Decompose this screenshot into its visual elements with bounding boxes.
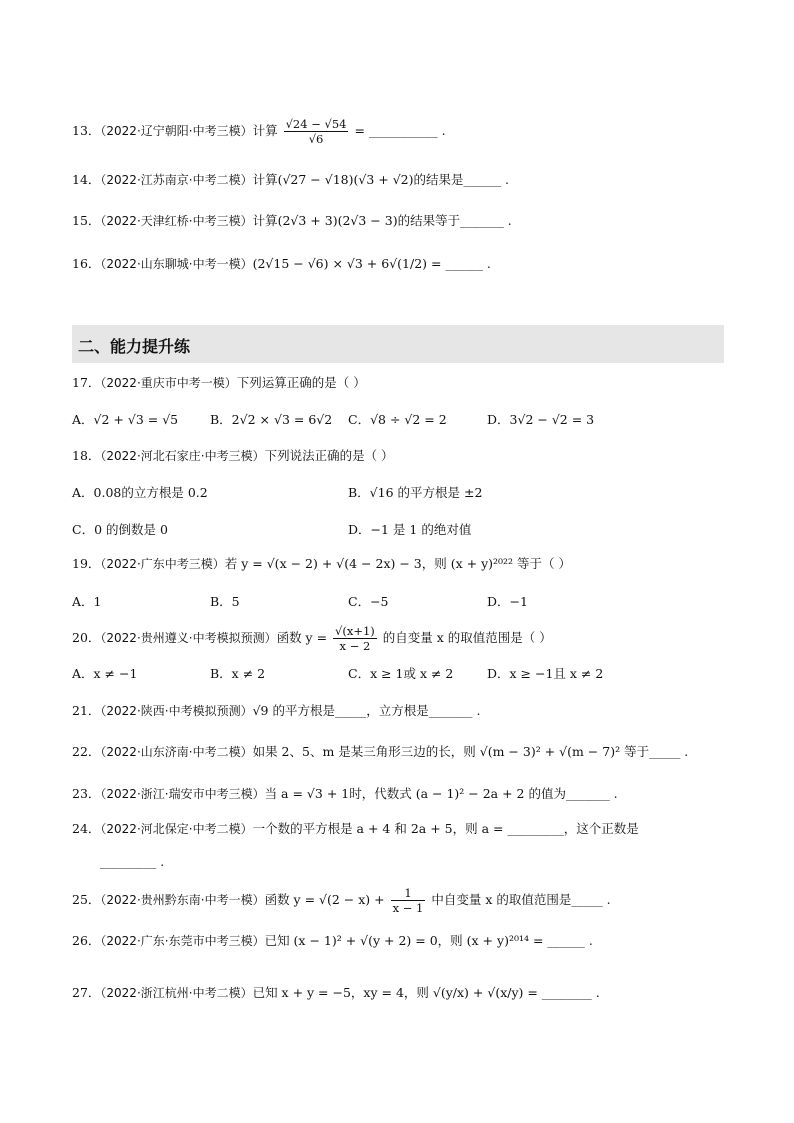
q21-number: 21． bbox=[72, 703, 101, 718]
q20-text-post: 的自变量 x 的取值范围是（ ） bbox=[382, 630, 552, 645]
q27-source: （2022·浙江杭州·中考二模） bbox=[100, 986, 253, 1000]
question-25 bbox=[72, 886, 611, 915]
question-24 bbox=[72, 820, 639, 838]
q17-option-a: A．√2 + √3 = √5 bbox=[72, 412, 179, 427]
question-22 bbox=[72, 743, 688, 761]
q16-text: (2√15 − √6) × √3 + 6√(1/2) = ______ . bbox=[252, 256, 491, 271]
q19-number: 19． bbox=[72, 556, 101, 571]
q13-fraction bbox=[284, 117, 349, 146]
q16-number: 16． bbox=[72, 256, 101, 271]
q13-denominator: √6 bbox=[308, 132, 324, 146]
q24-text: 一个数的平方根是 a + 4 和 2a + 5，则 a = _________，这个正数是 bbox=[252, 821, 639, 836]
q19-source: （2022·广东中考三模） bbox=[100, 557, 225, 571]
q23-source: （2022·浙江·瑞安市中考三模） bbox=[100, 787, 265, 801]
q18-source: （2022·河北石家庄·中考三模） bbox=[100, 449, 265, 463]
q17-number: 17． bbox=[72, 375, 101, 390]
q24-number: 24． bbox=[72, 821, 101, 836]
q17-option-c: C．√8 ÷ √2 = 2 bbox=[348, 412, 447, 427]
question-14 bbox=[72, 171, 509, 189]
q23-text: 当 a = √3 + 1时，代数式 (a − 1)² − 2a + 2 的值为_______ . bbox=[264, 786, 618, 801]
q22-text: 如果 2、5、m 是某三角形三边的长，则 √(m − 3)² + √(m − 7)² 等于_____ . bbox=[252, 744, 689, 759]
q26-source: （2022·广东·东莞市中考三模） bbox=[100, 934, 265, 948]
q26-text: 已知 (x − 1)² + √(y + 2) = 0，则 (x + y)²⁰¹⁴ = ______ . bbox=[264, 933, 593, 948]
q25-fraction bbox=[391, 886, 426, 915]
q20-fraction bbox=[333, 624, 377, 653]
q15-text: 计算(2√3 + 3)(2√3 − 3)的结果等于_______ . bbox=[252, 213, 512, 228]
q18-number: 18． bbox=[72, 448, 101, 463]
q20-option-c: C．x ≥ 1或 x ≠ 2 bbox=[348, 666, 454, 681]
q17-text: 下列运算正确的是（ ） bbox=[236, 375, 366, 390]
question-13 bbox=[72, 117, 446, 146]
q25-text-pre: 函数 y = √(2 − x) + bbox=[264, 892, 385, 907]
q20-source: （2022·贵州遵义·中考模拟预测） bbox=[100, 631, 277, 645]
question-20 bbox=[72, 624, 552, 653]
q24-continuation: _________ . bbox=[100, 854, 165, 869]
q22-source: （2022·山东济南·中考二模） bbox=[100, 745, 253, 759]
q17-source: （2022·重庆市中考一模） bbox=[100, 376, 237, 390]
q20-denominator: x − 2 bbox=[339, 639, 371, 653]
question-23 bbox=[72, 785, 618, 803]
q22-number: 22． bbox=[72, 744, 101, 759]
q23-number: 23． bbox=[72, 786, 101, 801]
q21-source: （2022·陕西·中考模拟预测） bbox=[100, 704, 253, 718]
q20-text-pre: 函数 y = bbox=[276, 630, 328, 645]
q14-number: 14． bbox=[72, 172, 101, 187]
q13-source: （2022·辽宁朝阳·中考三模） bbox=[100, 124, 253, 138]
q13-tail: = ___________ . bbox=[354, 123, 446, 138]
q15-number: 15． bbox=[72, 213, 101, 228]
q18-option-a: A．0.08的立方根是 0.2 bbox=[72, 485, 208, 500]
section-header bbox=[72, 325, 724, 363]
question-19 bbox=[72, 555, 571, 573]
question-27 bbox=[72, 984, 600, 1002]
q25-numerator: 1 bbox=[391, 886, 426, 901]
q25-source: （2022·贵州黔东南·中考一模） bbox=[100, 893, 265, 907]
q27-text: 已知 x + y = −5，xy = 4，则 √(y/x) + √(x/y) = ________ . bbox=[252, 985, 600, 1000]
q25-denominator: x − 1 bbox=[392, 901, 424, 915]
q20-number: 20． bbox=[72, 630, 101, 645]
q20-numerator: √(x+1) bbox=[335, 624, 375, 638]
q18-text: 下列说法正确的是（ ） bbox=[264, 448, 394, 463]
q20-option-b: B．x ≠ 2 bbox=[210, 666, 266, 681]
question-17 bbox=[72, 374, 366, 392]
question-16 bbox=[72, 255, 491, 273]
q27-number: 27． bbox=[72, 985, 101, 1000]
section-title: 二、能力提升练 bbox=[78, 337, 191, 356]
q13-text: 计算 bbox=[252, 123, 278, 138]
q18-option-b: B．√16 的平方根是 ±2 bbox=[348, 485, 483, 500]
q25-text-post: 中自变量 x 的取值范围是_____ . bbox=[431, 892, 611, 907]
q19-option-d: D．−1 bbox=[487, 594, 528, 609]
q18-option-d: D．−1 是 1 的绝对值 bbox=[348, 522, 472, 537]
q19-text: 若 y = √(x − 2) + √(4 − 2x) − 3，则 (x + y)²⁰²² 等于（ ） bbox=[224, 556, 572, 571]
question-26 bbox=[72, 932, 593, 950]
q19-option-b: B．5 bbox=[210, 594, 240, 609]
q24-source: （2022·河北保定·中考二模） bbox=[100, 822, 253, 836]
q19-option-c: C．−5 bbox=[348, 594, 389, 609]
q17-option-d: D．3√2 − √2 = 3 bbox=[487, 412, 595, 427]
q17-option-b: B．2√2 × √3 = 6√2 bbox=[210, 412, 333, 427]
question-18 bbox=[72, 447, 394, 465]
question-15 bbox=[72, 212, 512, 230]
q15-source: （2022·天津红桥·中考三模） bbox=[100, 214, 253, 228]
q14-source: （2022·江苏南京·中考二模） bbox=[100, 173, 253, 187]
q25-number: 25． bbox=[72, 892, 101, 907]
q18-option-c: C．0 的倒数是 0 bbox=[72, 522, 168, 537]
q13-number: 13． bbox=[72, 123, 101, 138]
q20-option-d: D．x ≥ −1且 x ≠ 2 bbox=[487, 666, 604, 681]
q19-option-a: A．1 bbox=[72, 594, 102, 609]
q26-number: 26． bbox=[72, 933, 101, 948]
q13-numerator: √24 − √54 bbox=[285, 117, 347, 131]
q20-option-a: A．x ≠ −1 bbox=[72, 666, 138, 681]
q21-text: √9 的平方根是_____，立方根是_______ . bbox=[252, 703, 481, 718]
q16-source: （2022·山东聊城·中考一模） bbox=[100, 257, 253, 271]
question-21 bbox=[72, 702, 480, 720]
q14-text: 计算(√27 − √18)(√3 + √2)的结果是______ . bbox=[252, 172, 509, 187]
